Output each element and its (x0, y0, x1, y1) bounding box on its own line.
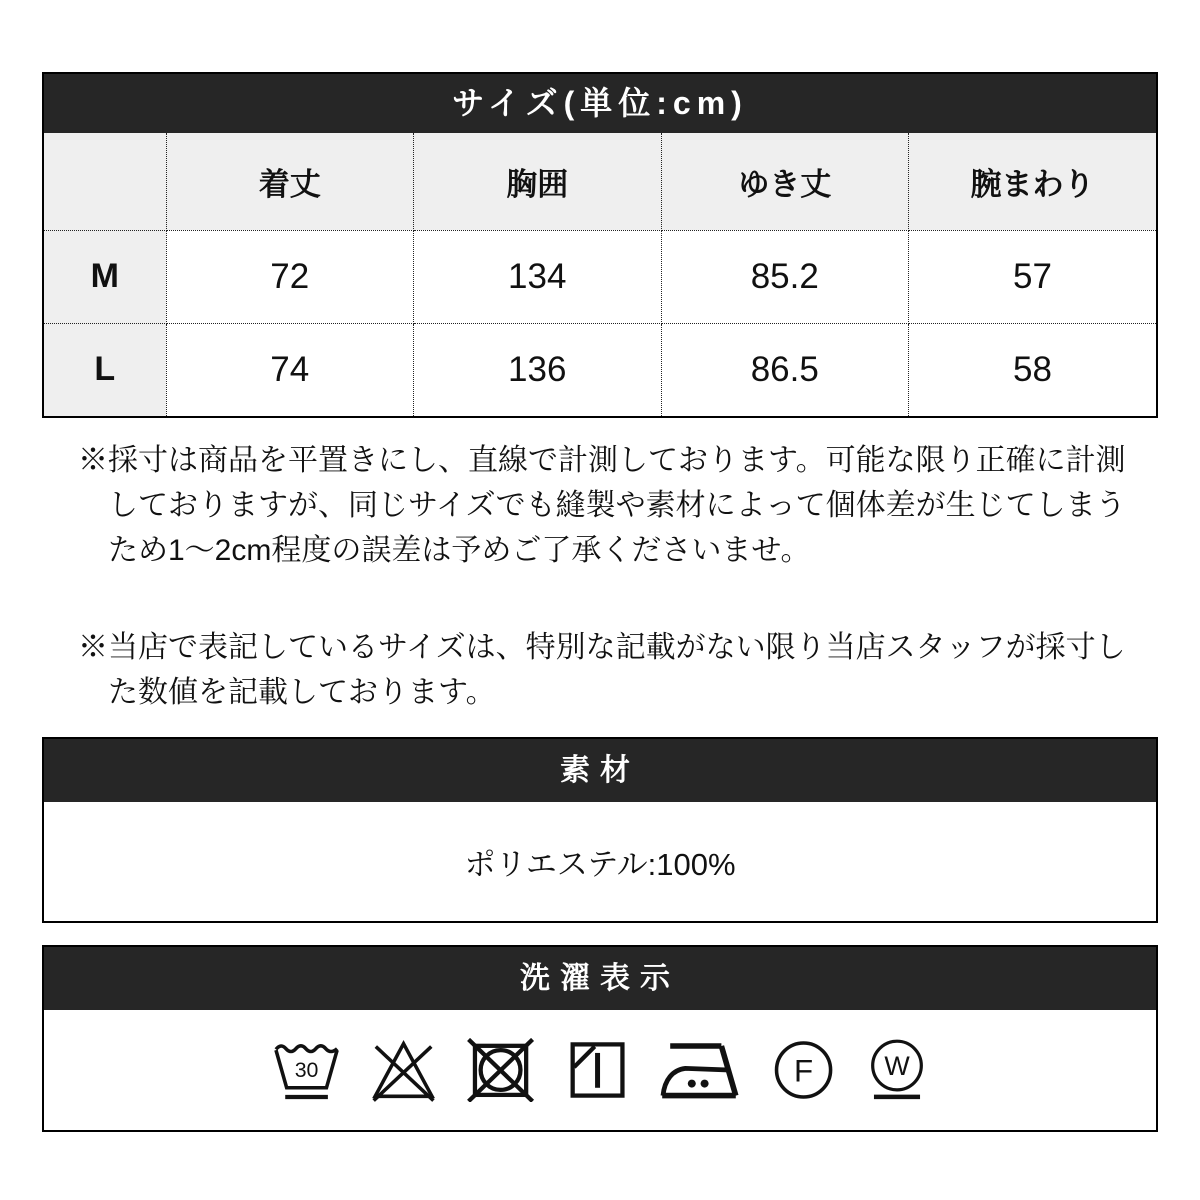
material-body (44, 802, 1156, 921)
size-label-l: L (44, 323, 166, 416)
material-value: ポリエステル:100% (464, 847, 736, 882)
line-dry-shade-icon (562, 1038, 633, 1102)
svg-text:F: F (794, 1053, 814, 1089)
value-m-sleeve-length: 85.2 (661, 230, 909, 323)
care-section-title: 洗濯表示 (520, 962, 680, 995)
dry-clean-f-icon (768, 1038, 839, 1102)
measurement-accuracy-note: ※採寸は商品を平置きにし、直線で計測しております。可能な限り正確に計測しておりますが、同じサイズでも縫製や素材によって個体差が生じてしまうため1〜2cm程度の誤差は予めご了承くださいませ。 (78, 444, 1126, 567)
size-section-title: サイズ(単位:cm) (452, 85, 748, 121)
no-bleach-icon (368, 1038, 439, 1102)
material-section-title: 素材 (560, 754, 640, 787)
value-l-sleeve-length: 86.5 (661, 323, 909, 416)
material-section-header (44, 739, 1156, 802)
svg-text:30: 30 (294, 1058, 319, 1083)
column-header-chest: 胸囲 (414, 133, 662, 230)
table-row-m (44, 230, 1156, 323)
value-l-body-length: 74 (166, 323, 414, 416)
table-row-l (44, 323, 1156, 416)
value-m-chest: 134 (414, 230, 662, 323)
notes-block (42, 438, 1158, 715)
size-table-header-row (44, 133, 1156, 230)
care-section-header (44, 947, 1156, 1010)
size-section (42, 72, 1158, 418)
column-header-arm-circumference: 腕まわり (909, 133, 1157, 230)
care-icons-row (44, 1010, 1156, 1130)
size-section-header (44, 74, 1156, 133)
value-m-body-length: 72 (166, 230, 414, 323)
wash-30-gentle-icon (271, 1038, 342, 1102)
size-label-m: M (44, 230, 166, 323)
size-table (44, 133, 1156, 416)
value-m-arm-circumference: 57 (909, 230, 1157, 323)
iron-medium-icon (659, 1038, 742, 1102)
svg-text:W: W (884, 1051, 911, 1082)
value-l-arm-circumference: 58 (909, 323, 1157, 416)
care-section (42, 945, 1158, 1132)
column-header-body-length: 着丈 (166, 133, 414, 230)
value-l-chest: 136 (414, 323, 662, 416)
material-section (42, 737, 1158, 923)
staff-measurement-note: ※当店で表記しているサイズは、特別な記載がない限り当店スタッフが採寸した数値を記載しております。 (78, 631, 1126, 709)
no-tumble-dry-icon (465, 1038, 536, 1102)
wet-clean-gentle-icon (865, 1038, 929, 1102)
column-header-sleeve-length: ゆき丈 (661, 133, 909, 230)
size-table-corner-cell (44, 133, 166, 230)
